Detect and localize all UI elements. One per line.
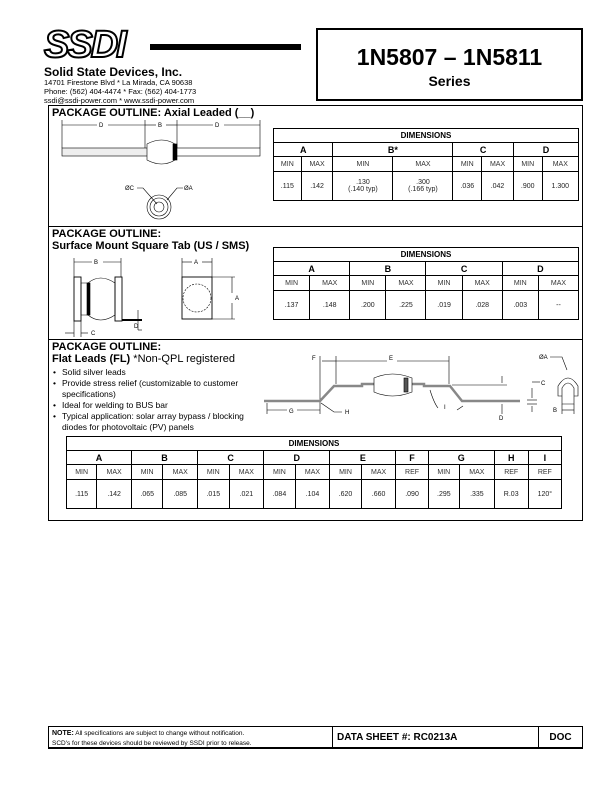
column-header: F [396,451,428,465]
feature-list [52,367,257,433]
value-cell: .620 [330,480,361,509]
value-cell: .300 (.166 typ) [393,172,453,201]
value-cell: .028 [462,291,502,320]
flat-leads-title: Flat Leads (FL) [52,353,131,365]
subheader-cell: MIN [333,157,393,172]
part-number: 1N5807 – 1N5811 [356,44,543,70]
subheader-cell: MIN [428,465,459,480]
dim-label-f: F [312,356,316,362]
column-header: C [453,143,513,157]
dimensions-table-axial [273,128,579,201]
feature-item: • Solid silver leads [53,367,126,377]
company-web: ssdi@ssdi-power.com * www.ssdi-power.com [44,96,195,105]
dim-label-b: B [553,408,558,414]
column-header: B* [333,143,453,157]
note-line2: SCD's for these devices should be reviewed by SSDI prior to release. [52,740,252,747]
doc-label: DOC [538,726,583,749]
value-cell: .115 [274,172,302,201]
subheader-cell: MIN [67,465,97,480]
dim-label-b: B [94,260,99,266]
dim-label-a: A [235,296,240,302]
subheader-cell: MIN [264,465,295,480]
value-cell: .137 [274,291,310,320]
surface-mount-drawing [60,255,260,340]
datasheet-number: DATA SHEET #: RC0213A [332,726,539,749]
dim-label-i: I [444,405,446,411]
section2-heading: PACKAGE OUTLINE: [52,228,162,240]
subheader-cell: MAX [386,276,426,291]
title-box [316,28,583,101]
value-cell: .003 [502,291,538,320]
header-bar [150,44,301,50]
company-address: 14701 Firestone Blvd * La Mirada, CA 90638 [44,78,193,87]
value-cell: .900 [513,172,542,201]
note-line1: All specifications are subject to change without notification. [75,730,245,737]
subheader-cell: MIN [426,276,462,291]
value-cell: .148 [310,291,350,320]
subheader-cell: MIN [330,465,361,480]
value-cell: .065 [132,480,163,509]
value-cell: .019 [426,291,462,320]
subheader-cell: MAX [163,465,198,480]
value-cell: .015 [198,480,229,509]
subheader-cell: MIN [502,276,538,291]
value-cell: .085 [163,480,198,509]
column-header: I [528,451,561,465]
value-cell: .130 (.140 typ) [333,172,393,201]
subheader-cell: MAX [361,465,396,480]
subheader-cell: MIN [198,465,229,480]
value-cell: .036 [453,172,482,201]
subheader-cell: REF [528,465,561,480]
value-cell: .021 [229,480,264,509]
dim-label-a: ØA [184,186,193,192]
footer-note [48,726,333,749]
column-header: B [132,451,198,465]
series-label: Series [428,73,471,89]
table-title: DIMENSIONS [274,129,579,143]
column-header: B [350,262,426,276]
value-cell: .335 [460,480,495,509]
value-cell: .090 [396,480,428,509]
subheader-cell: MIN [513,157,542,172]
subheader-cell: MIN [132,465,163,480]
dim-label-e: E [389,356,394,362]
company-phone: Phone: (562) 404-4474 * Fax: (562) 404-1773 [44,87,197,96]
subheader-cell: MAX [538,276,578,291]
value-cell: .104 [295,480,330,509]
value-cell: .042 [482,172,514,201]
value-cell: .084 [264,480,295,509]
feature-item: • Typical application: solar array bypass / blocking diodes for photovoltaic (PV) panels [53,411,244,432]
subheader-cell: MAX [462,276,502,291]
feature-item: • Ideal for welding to BUS bar [53,400,168,410]
value-cell: 120° [528,480,561,509]
dim-label-d: D [215,123,220,129]
column-header: C [426,262,502,276]
section3-subheading [52,353,235,365]
dim-label-d: D [499,416,504,422]
dim-label-d: D [134,324,139,330]
subheader-cell: MAX [301,157,333,172]
dim-label-h: H [345,410,350,416]
value-cell: .142 [301,172,333,201]
subheader-cell: MIN [274,157,302,172]
subheader-cell: MIN [350,276,386,291]
subheader-cell: MIN [453,157,482,172]
dim-label-c: ØC [125,186,134,192]
column-header: C [198,451,264,465]
dim-label-c: C [541,381,546,387]
value-cell: 1.300 [542,172,578,201]
non-qpl-note: *Non-QPL registered [133,353,235,365]
note-label: NOTE: [52,730,74,737]
feature-item: • Provide stress relief (customizable to customer specifications) [53,378,239,399]
column-header: G [428,451,494,465]
dim-label-b: B [158,123,163,129]
subheader-cell: MAX [97,465,132,480]
dim-label-a: ØA [539,355,548,361]
table-title: DIMENSIONS [274,248,579,262]
value-cell: -- [538,291,578,320]
dim-label-d: D [99,123,104,129]
value-cell: .142 [97,480,132,509]
section2-subheading: Surface Mount Square Tab (US / SMS) [52,240,250,252]
divider [48,226,583,227]
flat-leads-drawing [262,348,584,426]
dim-label-c: C [91,331,96,337]
subheader-cell: MAX [542,157,578,172]
column-header: A [274,143,333,157]
column-header: D [513,143,578,157]
column-header: D [264,451,330,465]
value-cell: .295 [428,480,459,509]
subheader-cell: MAX [482,157,514,172]
subheader-cell: MAX [295,465,330,480]
column-header: A [67,451,132,465]
column-header: E [330,451,396,465]
value-cell: .225 [386,291,426,320]
dimensions-table-flat-leads [66,436,562,509]
value-cell: R.03 [494,480,528,509]
value-cell: .115 [67,480,97,509]
column-header: D [502,262,578,276]
company-name: Solid State Devices, Inc. [44,65,183,79]
subheader-cell: MAX [460,465,495,480]
dimensions-table-sms [273,247,579,320]
value-cell: .660 [361,480,396,509]
subheader-cell: MAX [229,465,264,480]
table-title: DIMENSIONS [67,437,562,451]
section3-heading: PACKAGE OUTLINE: [52,341,162,353]
subheader-cell: MAX [310,276,350,291]
column-header: H [494,451,528,465]
dim-label-a: A [194,260,199,266]
axial-leaded-drawing [55,118,270,223]
subheader-cell: MAX [393,157,453,172]
value-cell: .200 [350,291,386,320]
ssdi-logo: SSDI [44,24,125,66]
section1-heading: PACKAGE OUTLINE: Axial Leaded (__) [52,107,255,119]
dim-label-g: G [289,409,294,415]
subheader-cell: REF [396,465,428,480]
subheader-cell: REF [494,465,528,480]
subheader-cell: MIN [274,276,310,291]
column-header: A [274,262,350,276]
